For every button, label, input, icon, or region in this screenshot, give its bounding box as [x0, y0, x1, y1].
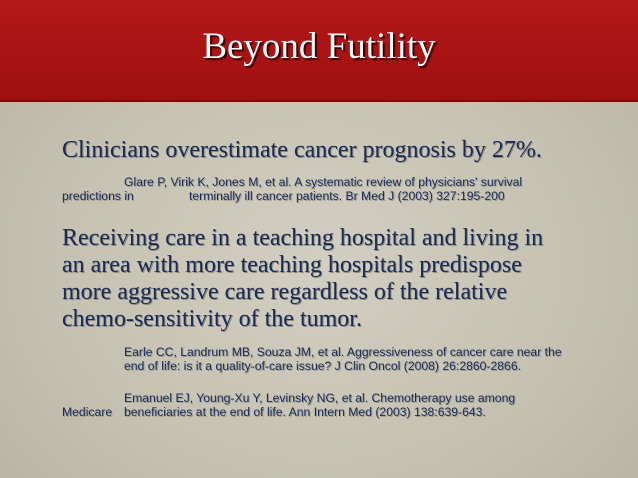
point-2-heading-line-2: an area with more teaching hospitals predispose	[62, 252, 522, 278]
point-2-reference-1-line-2: end of life: is it a quality-of-care issue? J Clin Oncol (2008) 26:2860-2866.	[124, 359, 521, 373]
point-2-reference-2-line-2: beneficiaries at the end of life. Ann Intern Med (2003) 138:639-643.	[124, 405, 486, 419]
point-2-reference-2-line-1: Emanuel EJ, Young-Xu Y, Levinsky NG, et al. Chemotherapy use among	[124, 391, 516, 405]
slide-title: Beyond Futility	[202, 26, 436, 67]
point-2-heading-line-3: more aggressive care regardless of the relative	[62, 279, 508, 305]
point-2-heading-line-4: chemo-sensitivity of the tumor.	[62, 306, 362, 332]
point-1-reference-line-1: Glare P, Virik K, Jones M, et al. A systematic review of physicians' survival	[124, 175, 523, 189]
point-1-reference-line-2: terminally ill cancer patients. Br Med J (2003) 327:195-200	[189, 189, 505, 203]
point-1-reference-line-2-lead: predictions in	[62, 189, 134, 203]
title-bar	[0, 0, 638, 102]
point-2-reference-1-line-1: Earle CC, Landrum MB, Souza JM, et al. Aggressiveness of cancer care near the	[124, 345, 562, 359]
point-2-reference-2-line-2-lead: Medicare	[62, 405, 113, 419]
point-1-heading: Clinicians overestimate cancer prognosis by 27%.	[62, 137, 542, 163]
point-2-heading-line-1: Receiving care in a teaching hospital and living in	[62, 225, 544, 251]
